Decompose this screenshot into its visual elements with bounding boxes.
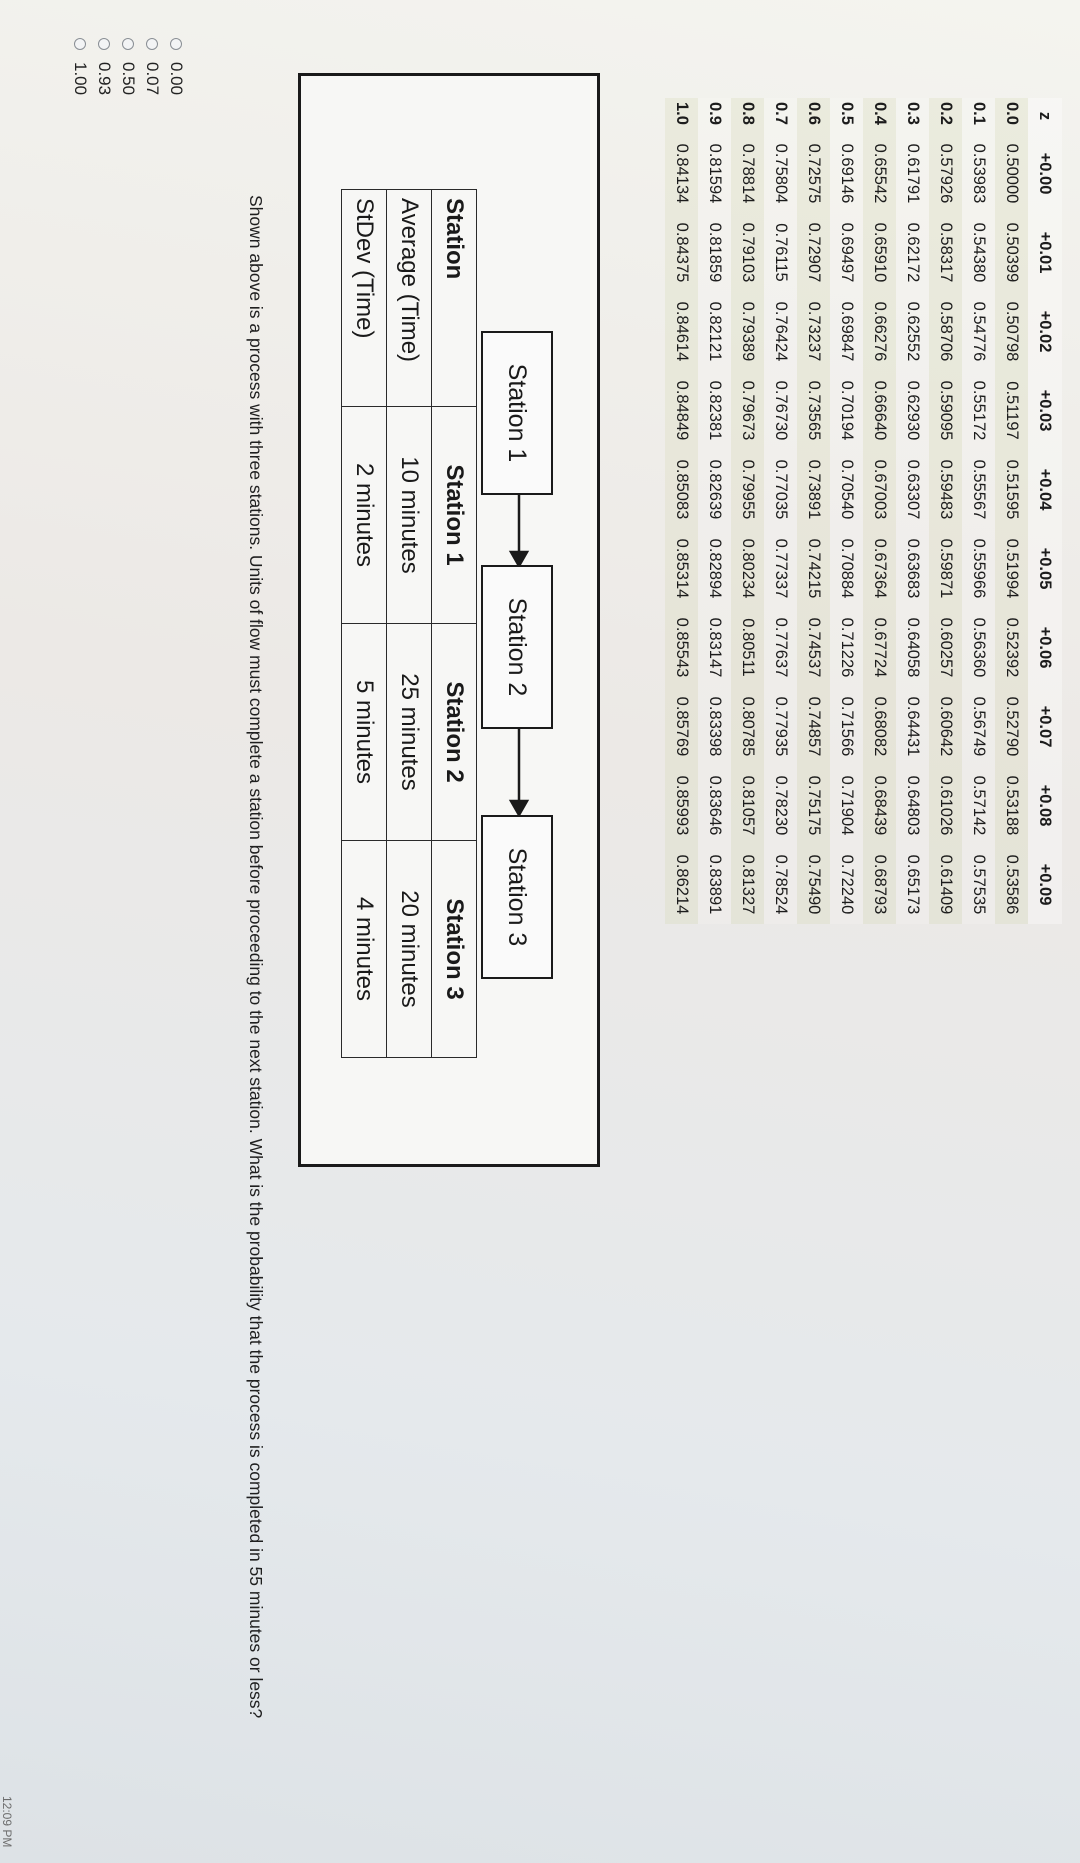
probability-cell: 0.78230 xyxy=(772,775,790,836)
answer-option-label: 0.07 xyxy=(143,62,162,96)
probability-cell: 0.70194 xyxy=(838,380,856,441)
probability-cell: 0.54380 xyxy=(970,222,988,283)
probability-cell: 0.57926 xyxy=(937,143,955,204)
z-value-cell: 0.7 xyxy=(772,102,790,125)
probability-cell: 0.83646 xyxy=(706,775,724,836)
probability-cell: 0.53983 xyxy=(970,143,988,204)
answer-option-label: 0.93 xyxy=(95,62,114,96)
probability-cell: 0.84375 xyxy=(673,222,691,283)
z-table xyxy=(665,98,1062,924)
z-value-cell: 0.4 xyxy=(871,102,889,125)
z-value-cell: 1.0 xyxy=(673,102,691,125)
probability-cell: 0.78814 xyxy=(739,143,757,204)
probability-cell: 0.69497 xyxy=(838,222,856,283)
arrow-head-icon xyxy=(511,552,527,566)
probability-cell: 0.65542 xyxy=(871,143,889,204)
probability-cell: 0.54776 xyxy=(970,301,988,362)
radio-button-icon[interactable] xyxy=(74,38,86,50)
probability-cell: 0.68082 xyxy=(871,696,889,757)
probability-cell: 0.84134 xyxy=(673,143,691,204)
probability-cell: 0.69847 xyxy=(838,301,856,362)
z-table-row xyxy=(665,98,698,924)
stats-cell: 5 minutes xyxy=(342,624,387,841)
probability-cell: 0.82639 xyxy=(706,459,724,520)
answer-option[interactable] xyxy=(164,38,188,95)
stats-cell: 4 minutes xyxy=(342,841,387,1058)
stats-cell: 25 minutes xyxy=(387,624,432,841)
z-value-cell: 0.2 xyxy=(937,102,955,125)
probability-cell: 0.81327 xyxy=(739,854,757,915)
stats-cell: 2 minutes xyxy=(342,407,387,624)
z-table-row xyxy=(896,98,929,924)
z-table-row xyxy=(962,98,995,924)
probability-cell: 0.63307 xyxy=(904,459,922,520)
z-value-cell: 0.3 xyxy=(904,102,922,125)
radio-button-icon[interactable] xyxy=(146,38,158,50)
probability-cell: 0.56749 xyxy=(970,696,988,757)
answer-option[interactable] xyxy=(116,38,140,95)
z-table-header: +0.03 xyxy=(1028,371,1062,450)
probability-cell: 0.61791 xyxy=(904,143,922,204)
probability-cell: 0.51197 xyxy=(1003,381,1021,440)
probability-cell: 0.79103 xyxy=(739,222,757,283)
z-table-body xyxy=(665,98,1028,924)
probability-cell: 0.59871 xyxy=(937,538,955,599)
probability-cell: 0.76424 xyxy=(772,301,790,362)
probability-cell: 0.59095 xyxy=(937,380,955,441)
probability-cell: 0.66276 xyxy=(871,301,889,362)
probability-cell: 0.67724 xyxy=(871,617,889,678)
probability-cell: 0.71904 xyxy=(838,775,856,836)
probability-cell: 0.80234 xyxy=(739,538,757,599)
z-table-row xyxy=(863,98,896,924)
probability-cell: 0.74857 xyxy=(805,696,823,757)
answer-option[interactable] xyxy=(68,38,92,95)
stats-header-station-3: Station 3 xyxy=(432,841,477,1058)
probability-cell: 0.51994 xyxy=(1003,538,1021,599)
probability-cell: 0.81859 xyxy=(706,222,724,283)
z-value-cell: 0.6 xyxy=(805,102,823,125)
probability-cell: 0.72240 xyxy=(838,854,856,915)
probability-cell: 0.64058 xyxy=(904,617,922,678)
probability-cell: 0.60257 xyxy=(937,617,955,678)
probability-cell: 0.78524 xyxy=(772,854,790,915)
probability-cell: 0.77337 xyxy=(772,538,790,599)
probability-cell: 0.83398 xyxy=(706,696,724,757)
z-table-header-row xyxy=(1028,98,1062,924)
probability-cell: 0.83891 xyxy=(706,854,724,915)
probability-cell: 0.52790 xyxy=(1003,696,1021,757)
probability-cell: 0.82894 xyxy=(706,538,724,599)
probability-cell: 0.60642 xyxy=(937,696,955,757)
station-1-box: Station 1 xyxy=(481,331,553,495)
probability-cell: 0.74537 xyxy=(805,617,823,678)
probability-cell: 0.53188 xyxy=(1003,775,1021,836)
probability-cell: 0.72575 xyxy=(805,143,823,204)
z-table-header: +0.00 xyxy=(1028,134,1062,213)
probability-cell: 0.76115 xyxy=(772,223,790,282)
radio-button-icon[interactable] xyxy=(98,38,110,50)
probability-cell: 0.67364 xyxy=(871,538,889,599)
probability-cell: 0.66640 xyxy=(871,380,889,441)
probability-cell: 0.79389 xyxy=(739,301,757,362)
probability-cell: 0.65173 xyxy=(904,854,922,915)
probability-cell: 0.52392 xyxy=(1003,617,1021,678)
probability-cell: 0.82121 xyxy=(706,301,724,362)
z-table-row xyxy=(830,98,863,924)
stats-header-station: Station xyxy=(432,190,477,407)
probability-cell: 0.69146 xyxy=(838,143,856,204)
z-table-header: +0.02 xyxy=(1028,292,1062,371)
probability-cell: 0.57535 xyxy=(970,854,988,915)
probability-cell: 0.84849 xyxy=(673,380,691,441)
probability-cell: 0.85083 xyxy=(673,459,691,520)
probability-cell: 0.85993 xyxy=(673,775,691,836)
probability-cell: 0.73565 xyxy=(805,380,823,441)
probability-cell: 0.73237 xyxy=(805,301,823,362)
probability-cell: 0.64431 xyxy=(904,696,922,757)
answer-option-label: 0.00 xyxy=(167,62,186,96)
stats-cell: 10 minutes xyxy=(387,407,432,624)
z-table-row xyxy=(764,98,797,924)
probability-cell: 0.82381 xyxy=(706,380,724,441)
probability-cell: 0.57142 xyxy=(970,775,988,836)
probability-cell: 0.55567 xyxy=(970,459,988,520)
probability-cell: 0.51595 xyxy=(1003,459,1021,520)
answer-option[interactable] xyxy=(92,38,116,95)
z-table-header: +0.05 xyxy=(1028,529,1062,608)
probability-cell: 0.63683 xyxy=(904,538,922,599)
radio-button-icon[interactable] xyxy=(170,38,182,50)
probability-cell: 0.85769 xyxy=(673,696,691,757)
probability-cell: 0.50798 xyxy=(1003,301,1021,362)
stats-row-average xyxy=(387,190,432,1058)
probability-cell: 0.67003 xyxy=(871,459,889,520)
question-text: Shown above is a process with three stations. Units of flow must complete a station before proceeding to the next station. What is the probability that the process is completed in 55 minutes or less? xyxy=(246,195,266,1719)
probability-cell: 0.58706 xyxy=(937,301,955,362)
stats-row-stdev xyxy=(342,190,387,1058)
z-table-row xyxy=(797,98,830,924)
stats-header-station-2: Station 2 xyxy=(432,624,477,841)
probability-cell: 0.55172 xyxy=(970,380,988,441)
probability-cell: 0.70884 xyxy=(838,538,856,599)
z-table-header: +0.07 xyxy=(1028,687,1062,766)
z-table-header: +0.01 xyxy=(1028,213,1062,292)
probability-cell: 0.75490 xyxy=(805,854,823,915)
probability-cell: 0.55966 xyxy=(970,538,988,599)
probability-cell: 0.79955 xyxy=(739,459,757,520)
probability-cell: 0.86214 xyxy=(673,854,691,915)
probability-cell: 0.62930 xyxy=(904,380,922,441)
arrow-head-icon xyxy=(511,801,527,815)
probability-cell: 0.62552 xyxy=(904,301,922,362)
clock-timestamp: 12:09 PM xyxy=(0,1796,14,1848)
z-table-header: +0.09 xyxy=(1028,845,1062,924)
probability-cell: 0.81057 xyxy=(739,775,757,836)
z-value-cell: 0.8 xyxy=(739,102,757,125)
z-value-cell: 0.9 xyxy=(706,102,724,125)
probability-cell: 0.58317 xyxy=(937,222,955,283)
z-table-header: +0.06 xyxy=(1028,608,1062,687)
probability-cell: 0.77637 xyxy=(772,617,790,678)
probability-cell: 0.72907 xyxy=(805,222,823,283)
z-table-header: +0.08 xyxy=(1028,766,1062,845)
probability-cell: 0.77935 xyxy=(772,696,790,757)
answer-option[interactable] xyxy=(140,38,164,95)
stats-row-label: StDev (Time) xyxy=(342,190,387,407)
z-table-header: z xyxy=(1028,98,1062,134)
process-diagram xyxy=(298,73,600,1167)
stats-header-station-1: Station 1 xyxy=(432,407,477,624)
station-3-box: Station 3 xyxy=(481,815,553,979)
station-2-box: Station 2 xyxy=(481,565,553,729)
stats-row-label: Average (Time) xyxy=(387,190,432,407)
probability-cell: 0.81594 xyxy=(706,143,724,204)
probability-cell: 0.83147 xyxy=(706,617,724,678)
z-value-cell: 0.1 xyxy=(970,102,988,125)
probability-cell: 0.62172 xyxy=(904,222,922,283)
probability-cell: 0.85543 xyxy=(673,617,691,678)
z-table-row xyxy=(698,98,731,924)
z-table-row xyxy=(731,98,764,924)
probability-cell: 0.79673 xyxy=(739,380,757,441)
probability-cell: 0.71566 xyxy=(838,696,856,757)
answer-option-label: 1.00 xyxy=(71,62,90,96)
probability-cell: 0.59483 xyxy=(937,459,955,520)
probability-cell: 0.53586 xyxy=(1003,854,1021,915)
probability-cell: 0.68439 xyxy=(871,775,889,836)
probability-cell: 0.68793 xyxy=(871,854,889,915)
answer-option-label: 0.50 xyxy=(119,62,138,96)
z-value-cell: 0.0 xyxy=(1003,102,1021,125)
probability-cell: 0.75804 xyxy=(772,143,790,204)
probability-cell: 0.80511 xyxy=(739,618,757,677)
z-table-row xyxy=(929,98,962,924)
probability-cell: 0.76730 xyxy=(772,380,790,441)
radio-button-icon[interactable] xyxy=(122,38,134,50)
probability-cell: 0.75175 xyxy=(805,775,823,836)
probability-cell: 0.84614 xyxy=(673,301,691,362)
probability-cell: 0.70540 xyxy=(838,459,856,520)
answer-options xyxy=(68,38,188,95)
stats-header-row xyxy=(432,190,477,1058)
probability-cell: 0.77035 xyxy=(772,459,790,520)
probability-cell: 0.61409 xyxy=(937,854,955,915)
probability-cell: 0.73891 xyxy=(805,459,823,520)
stats-cell: 20 minutes xyxy=(387,841,432,1058)
probability-cell: 0.80785 xyxy=(739,696,757,757)
probability-cell: 0.50399 xyxy=(1003,222,1021,283)
probability-cell: 0.61026 xyxy=(937,775,955,836)
z-table-row xyxy=(995,98,1028,924)
probability-cell: 0.85314 xyxy=(673,538,691,599)
probability-cell: 0.65910 xyxy=(871,222,889,283)
probability-cell: 0.50000 xyxy=(1003,143,1021,204)
probability-cell: 0.56360 xyxy=(970,617,988,678)
z-value-cell: 0.5 xyxy=(838,102,856,125)
probability-cell: 0.74215 xyxy=(805,538,823,599)
station-stats-table xyxy=(341,189,477,1058)
probability-cell: 0.71226 xyxy=(838,617,856,678)
probability-cell: 0.64803 xyxy=(904,775,922,836)
z-table-header: +0.04 xyxy=(1028,450,1062,529)
